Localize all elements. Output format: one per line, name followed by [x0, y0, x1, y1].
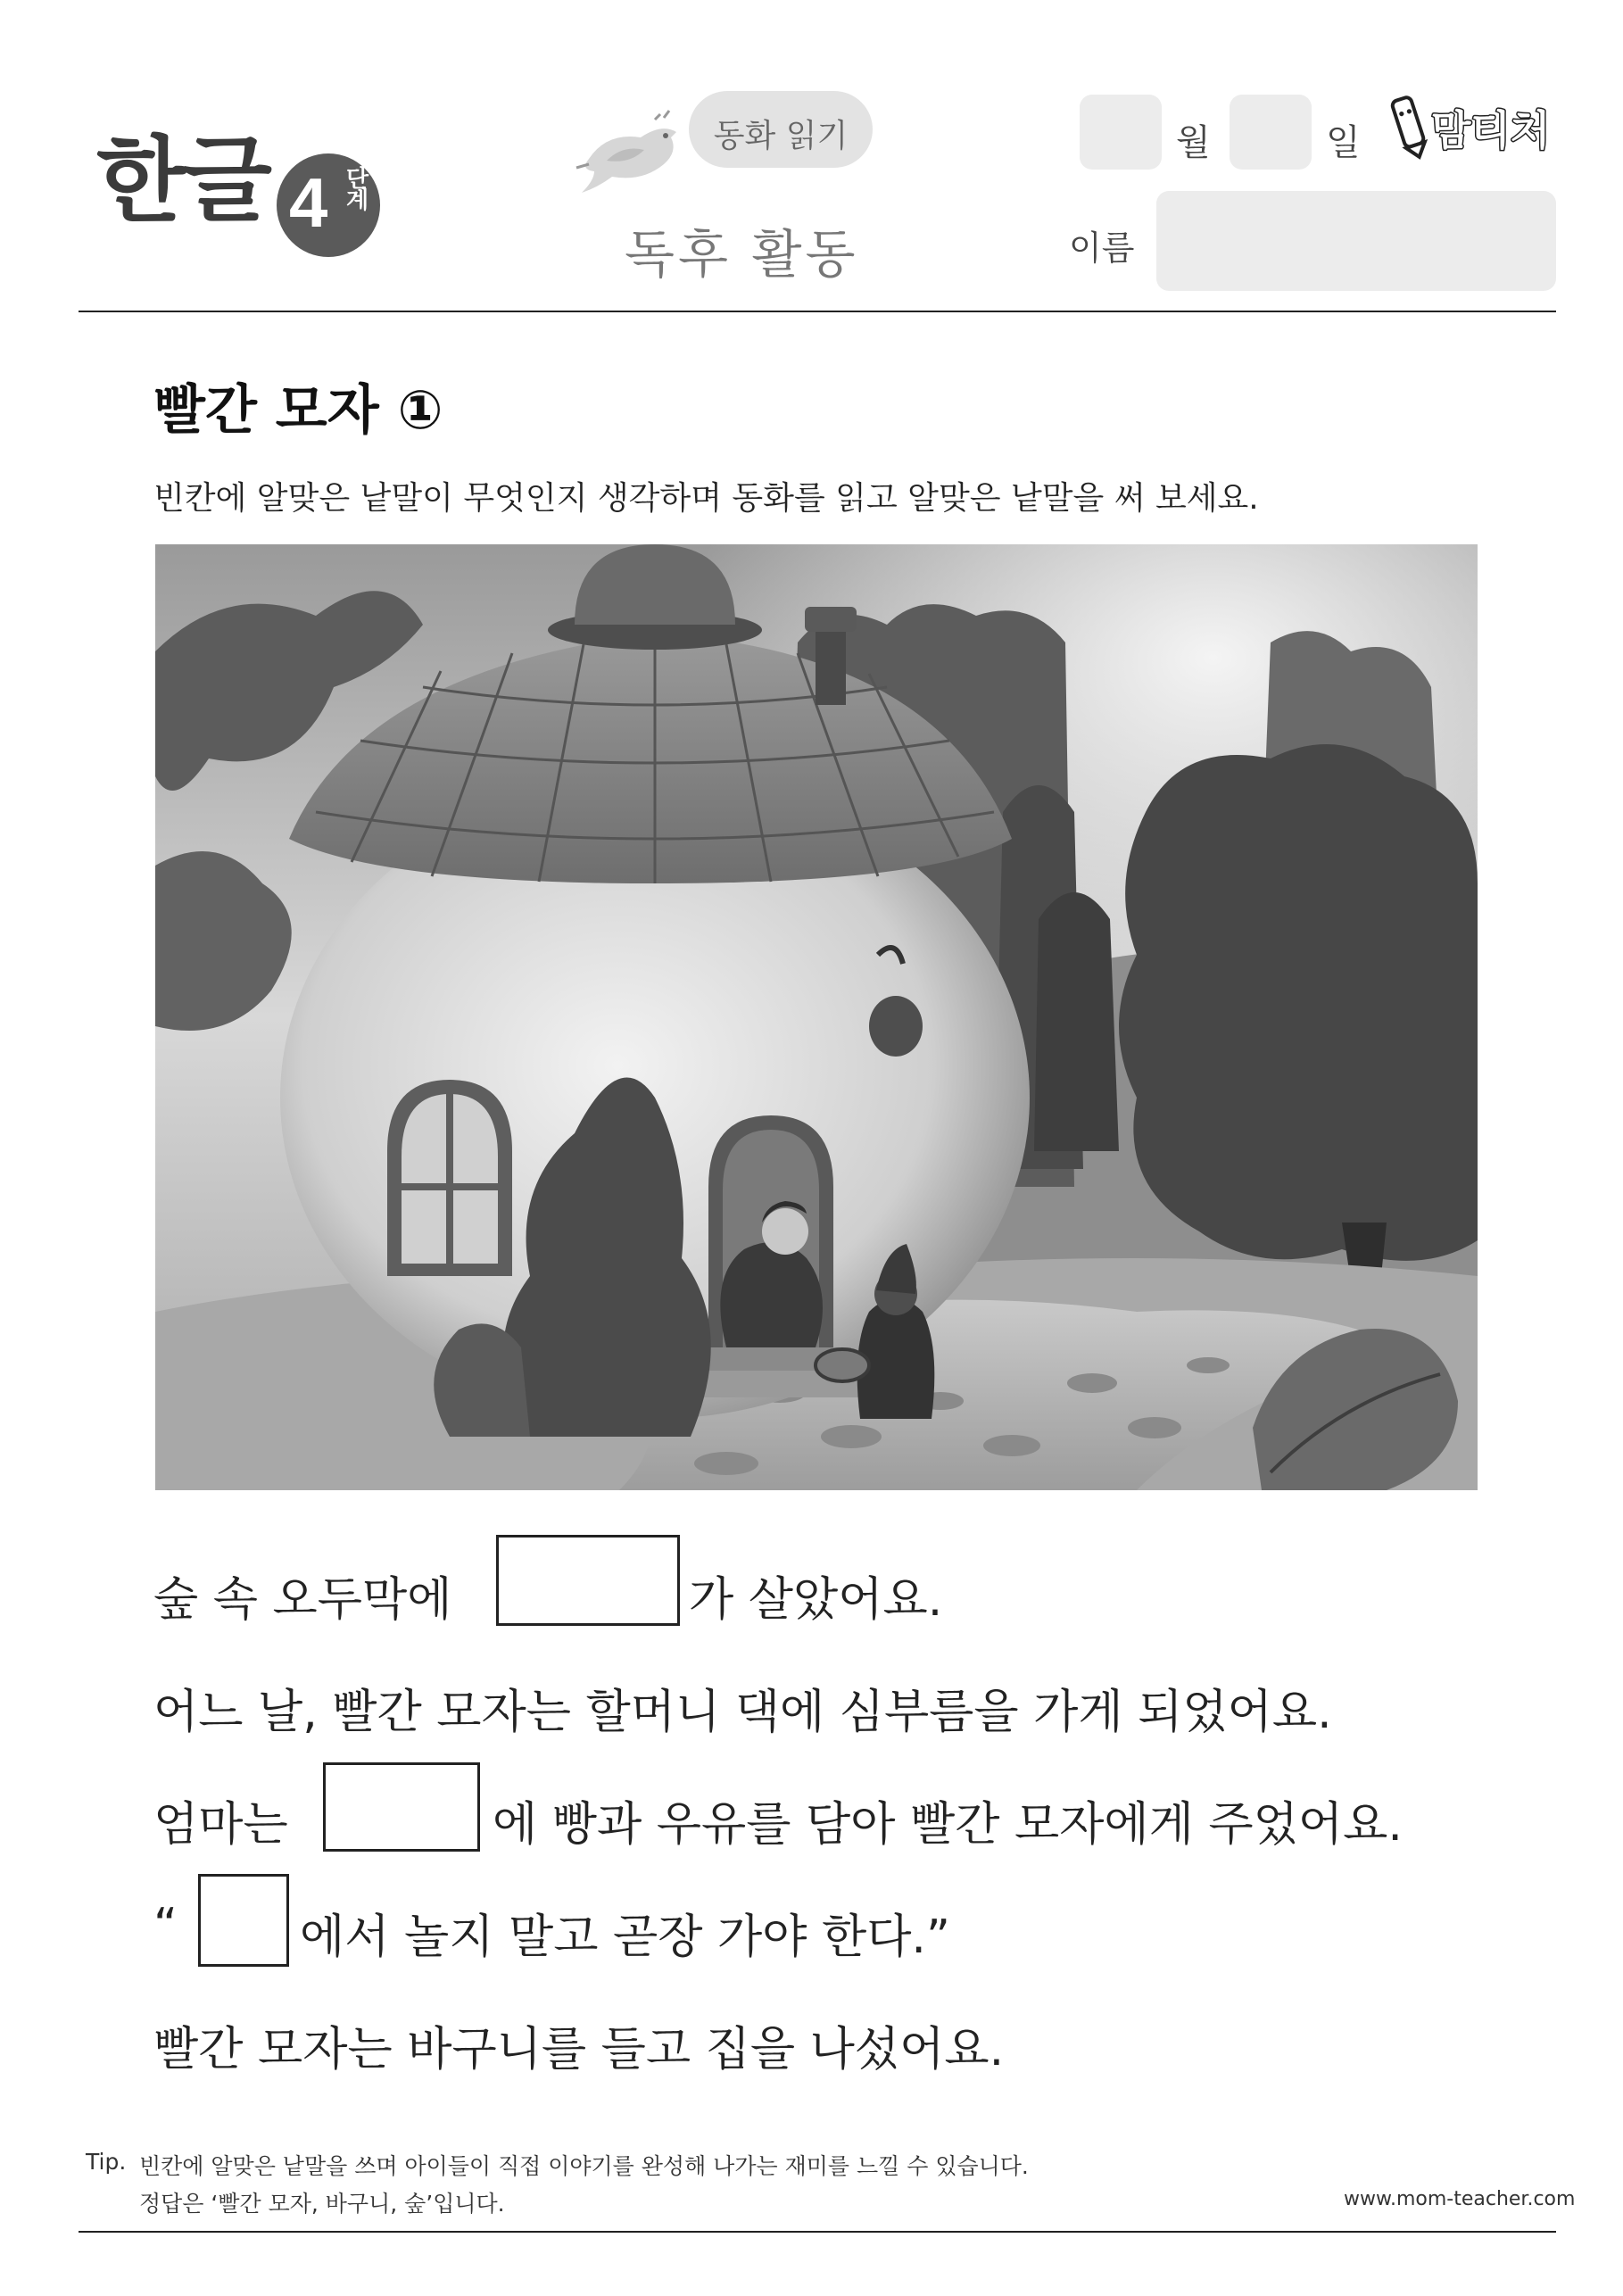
logo-hangul: 한글: [96, 126, 269, 235]
footer-divider: [79, 2231, 1556, 2233]
activity-subtitle: 독후 활동: [625, 224, 859, 285]
name-field[interactable]: [1156, 191, 1556, 291]
answer-blank-1[interactable]: [496, 1535, 680, 1626]
story-illustration: [155, 544, 1478, 1490]
category-pill: [689, 91, 873, 168]
story-line-4-after: 에서 놀지 말고 곧장 가야 한다.”: [300, 1911, 950, 1964]
tip-line-2: 정답은 ‘빨간 모자, 바구니, 숲’입니다.: [139, 2191, 505, 2217]
tip-label: Tip.: [86, 2149, 127, 2175]
bird-icon: [571, 105, 687, 195]
story-line-3-before: 엄마는: [153, 1798, 288, 1852]
level-number: 4: [289, 163, 328, 242]
answer-blank-3[interactable]: [198, 1874, 289, 1967]
brand-logo: [1388, 89, 1563, 161]
answer-blank-2[interactable]: [323, 1762, 480, 1852]
instruction-text: 빈칸에 알맞은 낱말이 무엇인지 생각하며 동화를 읽고 알맞은 낱말을 써 보세요.: [153, 480, 1259, 517]
level-badge: [277, 153, 380, 257]
story-line-3-after: 에 빵과 우유를 담아 빨간 모자에게 주었어요.: [493, 1798, 1403, 1852]
story-line-1-before: 숲 속 오두막에: [153, 1573, 452, 1627]
worksheet-title: 빨간 모자 ①: [153, 379, 443, 442]
header-divider: [79, 311, 1556, 312]
day-field[interactable]: [1230, 95, 1312, 170]
story-line-4-quote-open: “: [153, 1899, 178, 1952]
month-label: 월: [1176, 122, 1211, 163]
tip-line-1: 빈칸에 알맞은 낱말을 쓰며 아이들이 직접 이야기를 완성해 나가는 재미를 느낄 수 있습니다.: [139, 2153, 1029, 2179]
brand-text: 맘티처: [1431, 106, 1551, 154]
level-word: 단계: [342, 166, 368, 209]
story-line-5: 빨간 모자는 바구니를 들고 집을 나섰어요.: [153, 2023, 1005, 2076]
day-label: 일: [1326, 122, 1361, 163]
story-line-2: 어느 날, 빨간 모자는 할머니 댁에 심부름을 가게 되었어요.: [153, 1686, 1332, 1739]
story-line-1-after: 가 살았어요.: [689, 1573, 943, 1627]
month-field[interactable]: [1080, 95, 1162, 170]
website-link[interactable]: www.mom-teacher.com: [1344, 2188, 1576, 2210]
category-pill-label: 동화 읽기: [713, 118, 849, 154]
name-label: 이름: [1069, 228, 1135, 268]
